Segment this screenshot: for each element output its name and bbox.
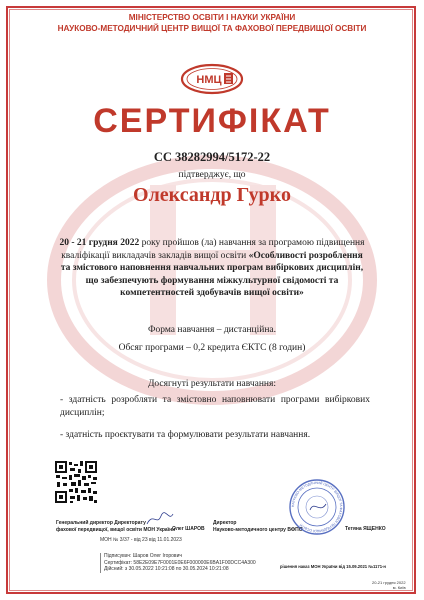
ministry-name: МІНІСТЕРСТВО ОСВІТИ І НАУКИ УКРАЇНИ xyxy=(128,13,296,22)
result-item: - здатність розробляти та змістовно наповнювати програми вибіркових дисциплін; xyxy=(60,395,370,418)
recipient-name: Олександр Гурко xyxy=(133,184,291,206)
certificate-number: СС 38282994/5172-22 xyxy=(153,150,271,164)
esign-validity: Дійсний: з 30.05.2022 10:21:08 по 30.05.2024 10:21:08 xyxy=(104,566,229,572)
confirms-text: підтверджує, що xyxy=(178,170,246,180)
stamp-text: НАУКОВО-МЕТОДИЧНИЙ ЦЕНТР ВИЩОЇ ТА ФАХОВОЇ ПЕРЕДВИЩОЇ ОСВІТИ xyxy=(290,480,344,534)
left-signatory-title: Генеральний директор Директорату фахової передвищої, вищої освіти МОН України xyxy=(56,520,176,533)
result-item: - здатність проєктувати та формулювати результати навчання. xyxy=(60,430,311,440)
training-dates: 20 - 21 грудня 2022 xyxy=(59,238,140,248)
nmc-logo-icon xyxy=(178,62,246,96)
qr-code-icon xyxy=(54,460,98,504)
right-signatory-title: Директор Науково-методичного центру ВФПО xyxy=(213,520,303,533)
esign-block xyxy=(100,553,304,573)
order-ref: МОН № 3/37 - від 23 від 11.01.2023 xyxy=(100,537,182,543)
ministry-header xyxy=(0,12,424,34)
study-form: Форма навчання – дистанційна. xyxy=(147,325,277,335)
logo-text: НМЦ xyxy=(196,74,222,86)
footer-date: 20-21 грудня 2022 м. Київ xyxy=(372,580,406,590)
official-stamp-icon xyxy=(288,478,346,536)
training-description xyxy=(58,237,366,300)
esign-certificate: Сертифікат: 58E2E09E7F0001E0E6F000000E6BA1F00DCC4A300 xyxy=(104,559,256,566)
esign-signer: Підписувач: Шаров Олег Ігорович xyxy=(104,553,182,559)
left-signature-icon xyxy=(145,510,175,528)
center-name: НАУКОВО-МЕТОДИЧНИЙ ЦЕНТР ВИЩОЇ ТА ФАХОВОЇ ПЕРЕДВИЩОЇ ОСВІТИ xyxy=(57,24,367,33)
program-volume: Обсяг програми – 0,2 кредита ЄКТС (8 годин) xyxy=(118,343,306,353)
right-signatory-name: Тетяна ЯЩЕНКО xyxy=(345,526,386,532)
footer-order: рішення наказ МОН України від 15.09.2021 №1171-н xyxy=(280,564,386,569)
training-text: року пройшов (ла) навчання за програмою підвищення кваліфікації викладачів закладів вищої освіти xyxy=(61,238,365,261)
results-title: Досягнуті результати навчання: xyxy=(147,379,277,389)
program-title: «Особливості розроблення та змістового наповнення навчальних програм вибіркових дисциплін, що забезпечують формування міжкультурної свідомості та компетентностей здобувачів вищої освіти» xyxy=(60,250,364,298)
certificate-title: СЕРТИФІКАТ xyxy=(93,102,331,140)
left-signatory-name: Олег ШАРОВ xyxy=(172,526,205,532)
